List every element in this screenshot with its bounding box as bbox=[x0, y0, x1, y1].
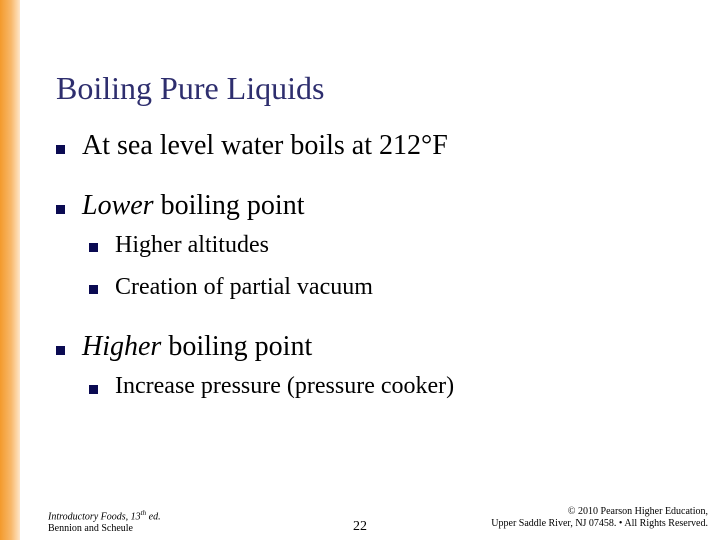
bullet-marker bbox=[56, 346, 65, 355]
sub-bullet-partial-vacuum: Creation of partial vacuum bbox=[115, 274, 373, 300]
higher-emphasis: Higher bbox=[82, 331, 162, 362]
page-number: 22 bbox=[353, 519, 367, 534]
bullet-higher-boiling-point bbox=[82, 331, 312, 363]
slide-title: Boiling Pure Liquids bbox=[56, 70, 325, 106]
footer-copyright bbox=[491, 506, 708, 530]
bullet-marker bbox=[56, 145, 65, 154]
sub-bullet-marker bbox=[89, 243, 98, 252]
copyright-line-1: © 2010 Pearson Higher Education, bbox=[567, 506, 708, 517]
sub-bullet-marker bbox=[89, 385, 98, 394]
bullet-sea-level: At sea level water boils at 212°F bbox=[82, 130, 448, 161]
lower-rest: boiling point bbox=[153, 190, 305, 221]
sub-bullet-higher-altitudes: Higher altitudes bbox=[115, 232, 269, 258]
bullet-lower-boiling-point bbox=[82, 190, 304, 222]
footer-authors: Bennion and Scheule bbox=[48, 523, 133, 535]
sub-bullet-marker bbox=[89, 285, 98, 294]
higher-rest: boiling point bbox=[161, 331, 313, 362]
lower-emphasis: Lower bbox=[82, 190, 154, 221]
sub-bullet-pressure-cooker: Increase pressure (pressure cooker) bbox=[115, 373, 455, 399]
footer-book-info bbox=[48, 507, 161, 535]
bullet-marker bbox=[56, 205, 65, 214]
copyright-line-2: Upper Saddle River, NJ 07458. • All Rights Reserved. bbox=[491, 518, 708, 529]
left-accent-bar bbox=[0, 0, 20, 540]
footer-book-title: Introductory Foods, 13th ed. bbox=[48, 509, 161, 523]
